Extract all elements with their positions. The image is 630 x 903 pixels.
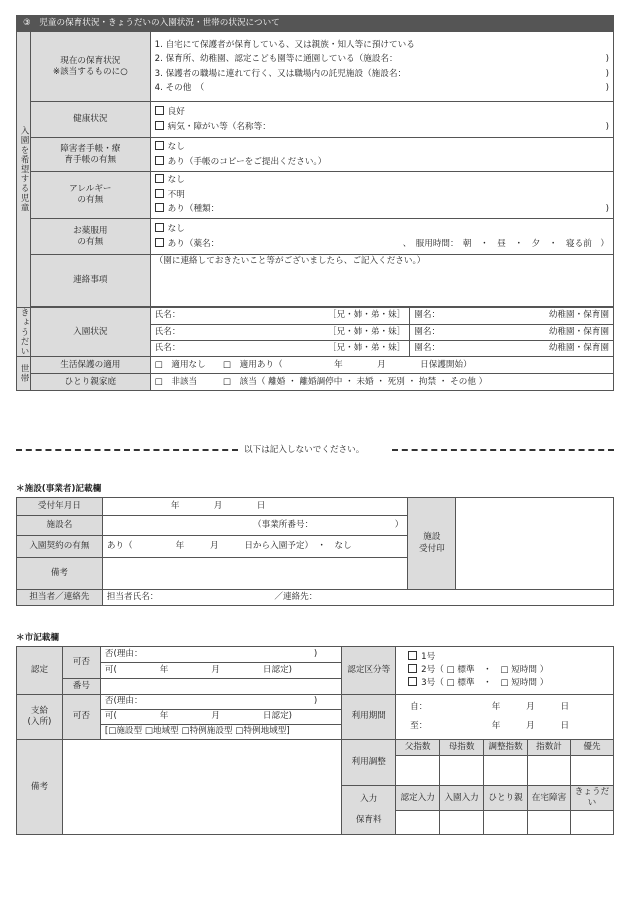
adjust-mother-value[interactable] [440, 756, 484, 786]
cert-approve-label: 可否 [62, 647, 100, 679]
input-home-value[interactable] [528, 811, 571, 835]
disability-options[interactable]: なし あり（手帳のコピーをご提出ください。） [150, 138, 613, 172]
payment-no-field[interactable]: 否(理由： ) [100, 695, 341, 710]
adjust-header-father: 父指数 [396, 740, 440, 756]
payment-yes-field[interactable]: 可( 年 月 日認定) [100, 710, 341, 725]
input-single-value[interactable] [484, 811, 528, 835]
payment-types-field[interactable]: [□施設型 □地域型 □特例施設型 □特例地域型] [100, 725, 341, 740]
health-label: 健康状況 [30, 102, 150, 138]
adjust-header-priority: 優先 [570, 740, 613, 756]
welfare-label: 生活保護の適用 [30, 357, 150, 374]
received-field[interactable]: 年 月 日 [102, 498, 408, 516]
input-cert-value[interactable] [396, 811, 440, 835]
section3-header: ③ 児童の保育状況・きょうだいの入園状況・世帯の状況について [17, 16, 614, 32]
care-status-label: 現在の保育状況 ※該当するものに○ [30, 32, 150, 102]
input-siblings-value[interactable] [570, 811, 613, 835]
city-title: ＊市記載欄 [16, 633, 59, 643]
health-options[interactable]: 良好 病気・障がい等（名称等： ) [150, 102, 613, 138]
staff-field[interactable]: 担当者氏名： ／連絡先： [102, 590, 613, 606]
adjust-adjust-value[interactable] [484, 756, 528, 786]
input-header-cert: 認定入力 [396, 786, 440, 811]
medicine-label: お薬服用 の有無 [30, 219, 150, 255]
sibling-3-school[interactable]: 園名： 幼稚園・保育園 [410, 340, 614, 356]
cert-class-options[interactable]: 1号 2号（ □ 標準 ・ □ 短時間 ） 3号（ □ 標準 ・ □ 短時間 ） [396, 647, 614, 695]
care-status-options[interactable]: 1. 自宅にて保護者が保育している、又は親族・知人等に預けている 2. 保育所、幼稚園、認定こども園等に通園している（施設名： ) 3. 保護者の職場に連れて行く、又は職場内の託児施設（施設名： ) 4. その他 （ ) [150, 32, 613, 102]
facility-table [16, 497, 614, 606]
adjust-label: 利用調整 [342, 740, 396, 786]
contact-label: 連絡事項 [30, 255, 150, 307]
allergy-options[interactable]: なし 不明 あり（種類： ) [150, 172, 613, 219]
sibling-2-school[interactable]: 園名： 幼稚園・保育園 [410, 324, 614, 340]
divider-left [16, 449, 238, 451]
facility-remarks-field[interactable] [102, 558, 408, 590]
period-field[interactable]: 自： 年 月 日 至： 年 月 日 [396, 695, 614, 740]
city-remarks-field[interactable] [62, 740, 341, 835]
single-parent-label: ひとり親家庭 [30, 374, 150, 391]
input-header-entry: 入園入力 [440, 786, 484, 811]
stamp-label: 施設 受付印 [408, 498, 456, 590]
section3-table [16, 15, 614, 391]
child-group-label: 入園を希望する児童 [17, 32, 31, 308]
facility-name-field[interactable]: （事業所番号： ） [102, 516, 408, 536]
cert-yes-field[interactable]: 可( 年 月 日認定) [100, 663, 341, 679]
household-group-label: 世帯 [17, 357, 31, 391]
adjust-header-adjust: 調整指数 [484, 740, 528, 756]
sibling-1-school[interactable]: 園名： 幼稚園・保育園 [410, 308, 614, 324]
sibling-1-name[interactable]: 氏名： ［兄・姉・弟・妹］ [150, 308, 410, 324]
contract-label: 入園契約の有無 [17, 536, 103, 558]
sibling-2-name[interactable]: 氏名： ［兄・姉・弟・妹］ [150, 324, 410, 340]
medicine-options[interactable]: なし あり（薬名： 、 服用時間： 朝 ・ 昼 ・ 夕 ・ 寝る前 ） [150, 219, 613, 255]
siblings-group-label: きょうだい [17, 308, 31, 357]
cert-number-field[interactable] [100, 679, 341, 695]
divider-right [392, 449, 614, 451]
city-table [16, 646, 614, 835]
cert-label: 認定 [17, 647, 63, 695]
contact-field[interactable]: （園に連絡しておきたいこと等がございましたら、ご記入ください。） [150, 255, 613, 307]
disability-label: 障害者手帳・療 育手帳の有無 [30, 138, 150, 172]
sibling-3-name[interactable]: 氏名： ［兄・姉・弟・妹］ [150, 340, 410, 356]
facility-name-label: 施設名 [17, 516, 103, 536]
adjust-header-total: 指数計 [528, 740, 571, 756]
adjust-priority-value[interactable] [570, 756, 613, 786]
divider-text: 以下は記入しないでください。 [244, 445, 365, 455]
input-header-single: ひとり親 [484, 786, 528, 811]
contract-field[interactable]: あり（ 年 月 日から入園予定） ・ なし [102, 536, 408, 558]
stamp-area[interactable] [456, 498, 614, 590]
city-remarks-label: 備考 [17, 740, 63, 835]
period-label: 利用期間 [342, 695, 396, 740]
input-fee-label: 入力 保育料 [342, 786, 396, 835]
payment-approve-label: 可否 [62, 695, 100, 740]
payment-label: 支給 (入所) [17, 695, 63, 740]
welfare-options[interactable]: □ 適用なし □ 適用あり（ 年 月 日保護開始） [150, 357, 613, 374]
adjust-header-mother: 母指数 [440, 740, 484, 756]
adjust-total-value[interactable] [528, 756, 571, 786]
adjust-father-value[interactable] [396, 756, 440, 786]
facility-title: ＊施設(事業者)記載欄 [16, 484, 102, 494]
cert-no-field[interactable]: 否(理由： ) [100, 647, 341, 663]
input-header-siblings: きょうだい [570, 786, 613, 811]
facility-remarks-label: 備考 [17, 558, 103, 590]
cert-number-label: 番号 [62, 679, 100, 695]
input-entry-value[interactable] [440, 811, 484, 835]
cert-class-label: 認定区分等 [342, 647, 396, 695]
siblings-label: 入園状況 [30, 308, 150, 357]
allergy-label: アレルギー の有無 [30, 172, 150, 219]
received-label: 受付年月日 [17, 498, 103, 516]
staff-label: 担当者／連絡先 [17, 590, 103, 606]
single-parent-options[interactable]: □ 非該当 □ 該当（ 離婚 ・ 離婚調停中 ・ 未婚 ・ 死別 ・ 拘禁 ・ その他 ） [150, 374, 613, 391]
input-header-home: 在宅障害 [528, 786, 571, 811]
